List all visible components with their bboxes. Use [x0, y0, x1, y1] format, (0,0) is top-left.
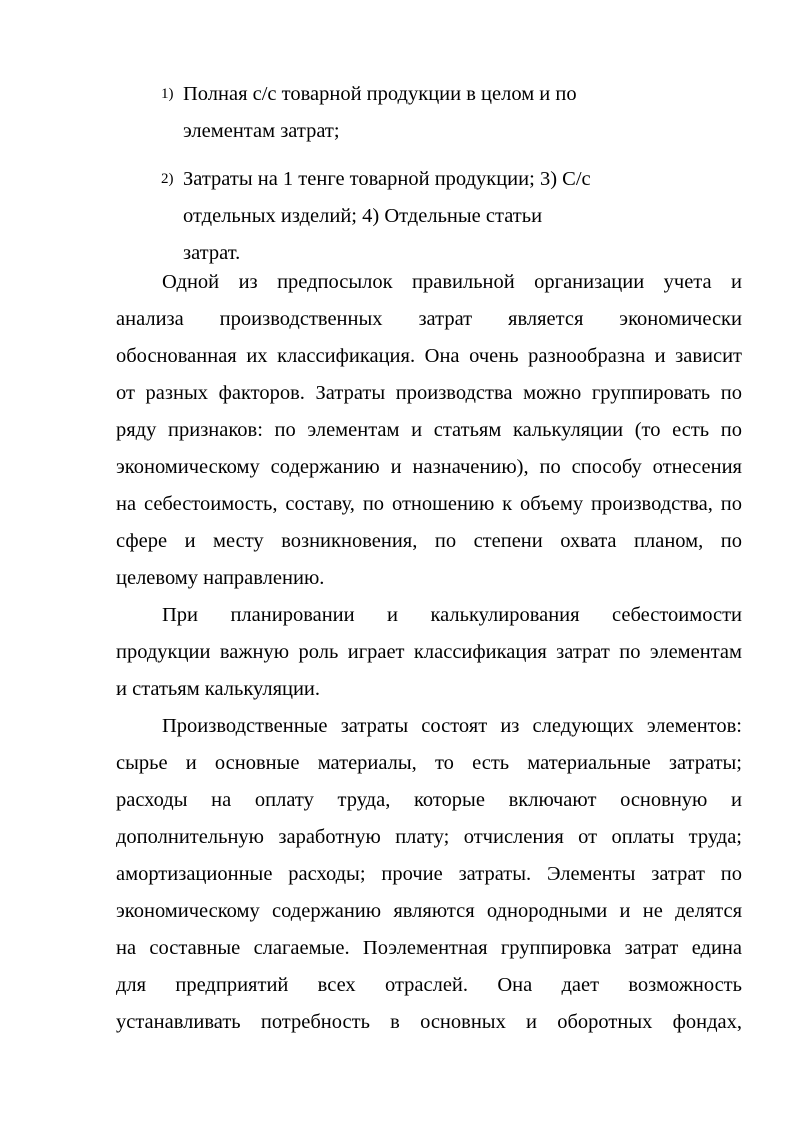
- paragraph-line: Производственные затраты состоят из следующих элементов:: [162, 715, 742, 737]
- paragraph-line: на составные слагаемые. Поэлементная группировка затрат едина: [116, 937, 742, 959]
- paragraph-line: для предприятий всех отраслей. Она дает возможность: [116, 974, 742, 996]
- paragraph-line: и статьям калькуляции.: [116, 678, 321, 700]
- list-item-2-line-3: затрат.: [183, 242, 241, 264]
- list-number-1: 1): [161, 86, 174, 102]
- paragraph-line: целевому направлению.: [116, 567, 325, 589]
- list-item-2: [161, 161, 631, 272]
- list-number-2: 2): [161, 171, 174, 187]
- list-item-1-line-2: элементам затрат;: [183, 120, 340, 142]
- paragraph-line: ряду признаков: по элементам и статьям калькуляции (то есть по: [116, 419, 742, 441]
- paragraph-line: сфере и месту возникновения, по степени охвата планом, по: [116, 530, 742, 552]
- paragraph-line: При планировании и калькулирования себестоимости: [162, 604, 742, 626]
- paragraph-line: на себестоимость, составу, по отношению к объему производства, по: [116, 493, 742, 515]
- paragraph-line: экономическому содержанию и назначению), по способу отнесения: [116, 456, 742, 478]
- paragraph-2: [116, 597, 742, 708]
- paragraph-line: устанавливать потребность в основных и оборотных фондах,: [116, 1011, 742, 1033]
- paragraph-line: продукции важную роль играет классификация затрат по элементам: [116, 641, 742, 663]
- body-text: [116, 264, 742, 1041]
- paragraph-line: от разных факторов. Затраты производства можно группировать по: [116, 382, 742, 404]
- list-item-1: [161, 76, 631, 150]
- paragraph-line: дополнительную заработную плату; отчисления от оплаты труда;: [116, 826, 742, 848]
- paragraph-line: обоснованная их классификация. Она очень разнообразна и зависит: [116, 345, 742, 367]
- list-item-2-line-1: Затраты на 1 тенге товарной продукции; 3) С/с: [183, 168, 591, 190]
- paragraph-line: Одной из предпосылок правильной организации учета и: [162, 271, 742, 293]
- paragraph-line: экономическому содержанию являются однородными и не делятся: [116, 900, 742, 922]
- paragraph-line: сырье и основные материалы, то есть материальные затраты;: [116, 752, 742, 774]
- paragraph-3: [116, 708, 742, 1041]
- paragraph-line: расходы на оплату труда, которые включают основную и: [116, 789, 742, 811]
- paragraph-1: [116, 264, 742, 597]
- list-item-2-line-2: отдельных изделий; 4) Отдельные статьи: [183, 205, 543, 227]
- list-item-1-line-1: Полная с/с товарной продукции в целом и по: [183, 83, 577, 105]
- paragraph-line: анализа производственных затрат является экономически: [116, 308, 742, 330]
- paragraph-line: амортизационные расходы; прочие затраты. Элементы затрат по: [116, 863, 742, 885]
- numbered-list: [161, 76, 631, 272]
